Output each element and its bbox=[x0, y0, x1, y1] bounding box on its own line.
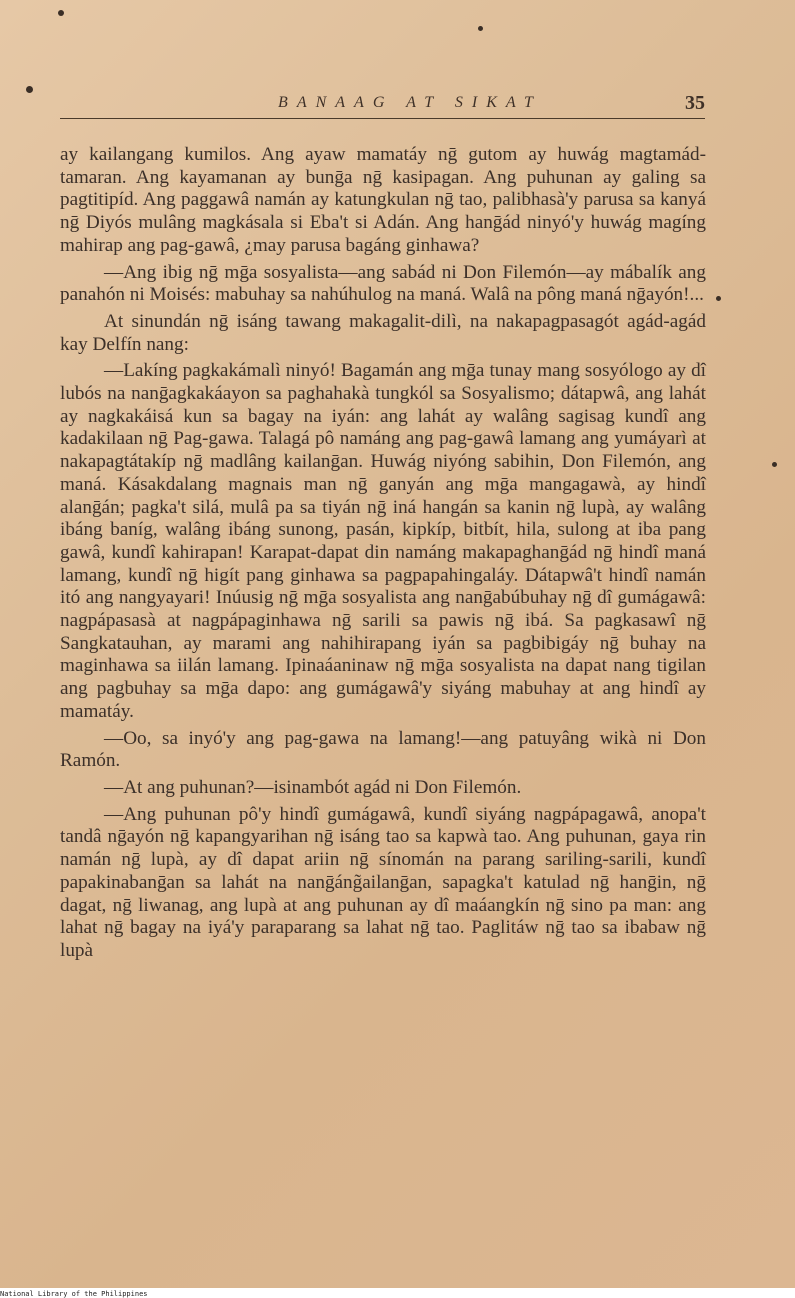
running-title: BANAAG AT SIKAT bbox=[278, 94, 542, 111]
paragraph: —At ang puhunan?—isinambót agád ni Don Filemón. bbox=[104, 776, 522, 798]
paragraph: —Lakíng pagkakámalì ninyó! Bagamán ang mḡa tunay mang sosyólogo ay dî lubós na nanḡagkakáayon sa paghahakà tungkól sa Sosyalismo; dátapwâ, ang lahát ay nagkakáisá kun sa bagay na iyán: ang lahát ay walâng sagisag kundî ang kadakilaan nḡ Pag-gawa. Talagá pô namáng ang pag-gawâ lamang ang yumáyarì at nakapagtátakíp nḡ madlâng kailanḡan. Huwág niyóng sabihin, Don Filemón, ang maná. Kásakdalang magnais man nḡ ganyán ang mḡa mangagawà, ay hindî alanḡán; pagka't silá, mulâ pa sa tiyán nḡ iná hangán sa kanin nḡ lupà, ay walâng ibáng baníg, walâng ibáng sunong, pasán, kipkíp, bitbít, hila, sulong at iba pang gawâ, kundî kahirapan! Karapat-dapat din namáng makapaghanḡád nḡ hindî maná lamang, kundî nḡ higít pang ginhawa sa pagpapahingaláy. Dátapwâ't hindî namán itó ang nangyayari! Inúusig nḡ mḡa sosyalista ang nanḡabúbuhay nḡ dî gumágawâ: nagpápasasà at nagpápaginhawa nḡ sarili sa pawis nḡ ibá. Sa pagkasawî nḡ Sangkatauhan, ay marami ang nahihirapang iyán sa pagbibigáy nḡ buhay na maginhawa sa iilán lamang. Ipinaáaninaw nḡ mḡa sosyalista na dapat nang tigilan ang pagbuhay sa mḡa dapo: ang gumágawâ'y siyáng mabuhay at ang hindî ay mamatáy. bbox=[60, 360, 706, 722]
paragraph: At sinundán nḡ isáng tawang makagalit-dilì, na nakapagpasagót agád-agád kay Delfín nang: bbox=[60, 310, 706, 355]
ink-speck bbox=[26, 86, 33, 93]
ink-speck bbox=[772, 462, 777, 467]
ink-speck bbox=[58, 10, 64, 16]
paragraph: —Ang ibig nḡ mḡa sosyalista—ang sabád ni Don Filemón—ay mábalík ang panahón ni Moisés: mabuhay sa nahúhulog na maná. Walâ na pông maná nḡayón!... bbox=[60, 261, 706, 306]
body-text bbox=[60, 144, 706, 967]
ink-speck bbox=[478, 26, 483, 31]
paragraph: ay kailangang kumilos. Ang ayaw mamatáy nḡ gutom ay huwág magtamád-tamaran. Ang kayamanan ay bunḡa nḡ kasipagan. Ang puhunan ay galing sa pagtitipíd. Ang paggawâ namán ay katungkulan nḡ tao, palibhasà'y parusa sa kanyá nḡ Diyós mulâng magkásala si Eba't si Adán. Ang hanḡád ninyó'y huwág magíng mahirap ang pag-gawâ, ¿may parusa bagáng ginhawa? bbox=[60, 144, 706, 256]
library-credit: National Library of the Philippines bbox=[0, 1290, 148, 1298]
page-number: 35 bbox=[685, 92, 705, 114]
paragraph: —Ang puhunan pô'y hindî gumágawâ, kundî siyáng nagpápagawâ, anopa't tandâ nḡayón nḡ kapangyarihan nḡ isáng tao sa kapwà tao. Ang puhunan, gaya rin namán nḡ lupà, ay dî dapat ariin nḡ sínomán na parang sariling-sarili, kundî papakinabanḡan sa lahát na nanḡáng̃ailanḡan, sapagka't katulad nḡ hanḡin, nḡ dagat, nḡ liwanag, ang lupà at ang puhunan ay dî maáangkín nḡ sino pa man: ang lahat nḡ bagay na iyá'y paraparang sa lahat nḡ tao. Paglitáw nḡ tao sa ibabaw nḡ lupà bbox=[60, 803, 706, 961]
page-header bbox=[60, 94, 705, 119]
ink-speck bbox=[716, 296, 721, 301]
paragraph: —Oo, sa inyó'y ang pag-gawa na lamang!—ang patuyâng wikà ni Don Ramón. bbox=[60, 727, 706, 772]
